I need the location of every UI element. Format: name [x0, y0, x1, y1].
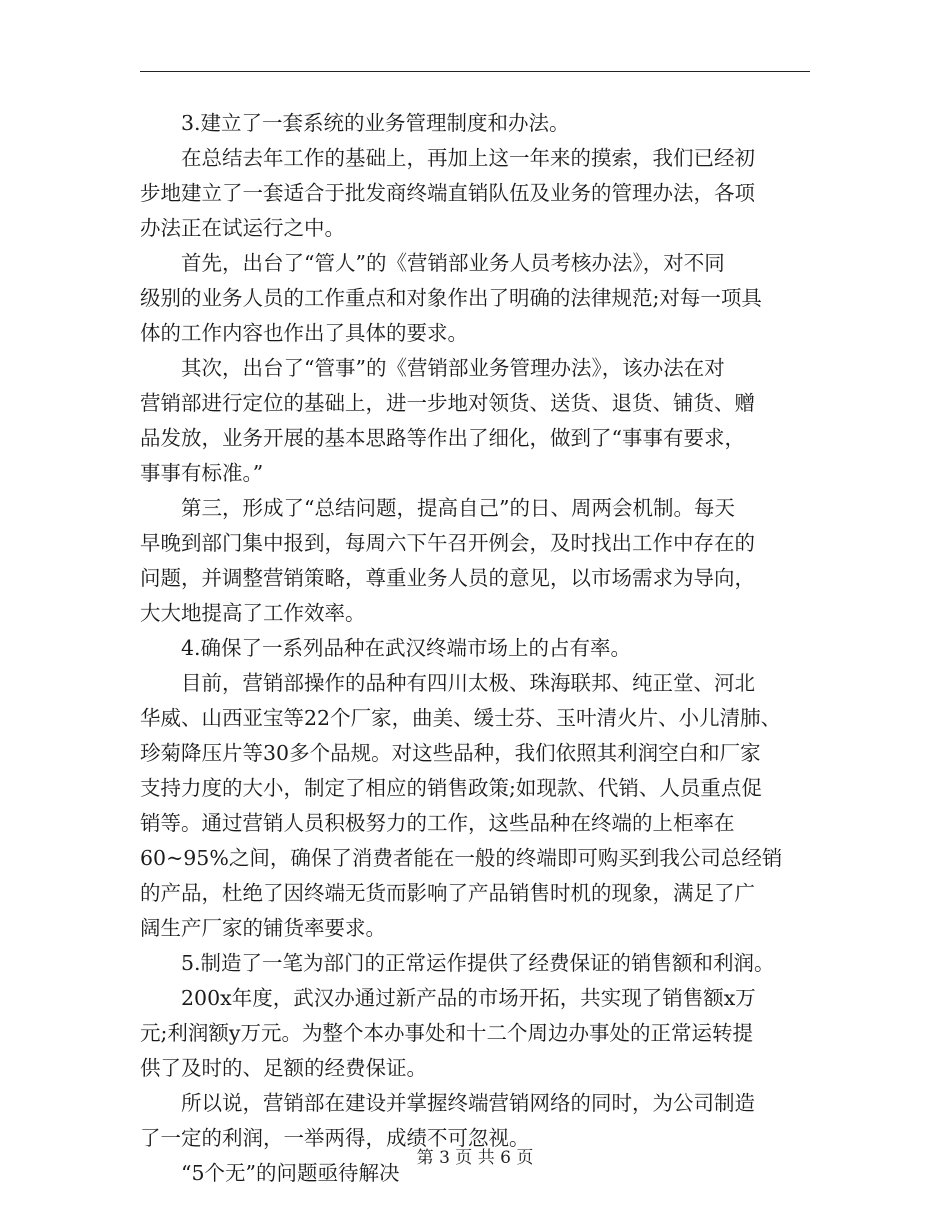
text-line: 阔生产厂家的铺货率要求。	[140, 916, 386, 940]
text-line: 目前，营销部操作的品种有四川太极、珠海联邦、纯正堂、河北	[181, 671, 755, 695]
page-footer	[0, 1146, 950, 1170]
text-line: 首先，出台了“管人”的《营销部业务人员考核办法》，对不同	[181, 251, 725, 275]
text-line: “5个无”的问题亟待解决	[181, 1161, 400, 1185]
text-line: 大大地提高了工作效率。	[140, 601, 366, 625]
text-line: 营销部进行定位的基础上，进一步地对领货、送货、退货、铺货、赠	[140, 391, 755, 415]
page-number-label: 第 3 页 共 6 页	[416, 1148, 534, 1168]
text-line: 4.确保了一系列品种在武汉终端市场上的占有率。	[181, 636, 632, 660]
text-line: 步地建立了一套适合于批发商终端直销队伍及业务的管理办法，各项	[140, 181, 755, 205]
text-line: 所以说，营销部在建设并掌握终端营销网络的同时，为公司制造	[181, 1091, 755, 1115]
text-line: 供了及时的、足额的经费保证。	[140, 1056, 427, 1080]
text-line: 品发放，业务开展的基本思路等作出了细化，做到了“事事有要求，	[140, 426, 745, 450]
text-line: 其次，出台了“管事”的《营销部业务管理办法》，该办法在对	[181, 356, 725, 380]
text-line: 体的工作内容也作出了具体的要求。	[140, 321, 468, 345]
text-line: 200x年度，武汉办通过新产品的市场开拓，共实现了销售额x万	[181, 986, 756, 1010]
document-body	[140, 106, 812, 1191]
text-line: 珍菊降压片等30多个品规。对这些品种，我们依照其利润空白和厂家	[140, 741, 761, 765]
text-line: 早晚到部门集中报到，每周六下午召开例会，及时找出工作中存在的	[140, 531, 755, 555]
header-rule	[140, 71, 810, 72]
text-line: 办法正在试运行之中。	[140, 216, 345, 240]
text-line: 华威、山西亚宝等22个厂家，曲美、缓士芬、玉叶清火片、小儿清肺、	[140, 706, 782, 730]
text-line: 销等。通过营销人员积极努力的工作，这些品种在终端的上柜率在	[140, 811, 735, 835]
text-line: 元;利润额y万元。为整个本办事处和十二个周边办事处的正常运转提	[140, 1021, 753, 1045]
text-line: 第三，形成了“总结问题，提高自己”的日、周两会机制。每天	[181, 496, 735, 520]
text-line: 60~95%之间，确保了消费者能在一般的终端即可购买到我公司总经销	[140, 846, 783, 870]
text-line: 事事有标准。”	[140, 461, 264, 485]
text-line: 3.建立了一套系统的业务管理制度和办法。	[181, 111, 570, 135]
text-line: 支持力度的大小，制定了相应的销售政策;如现款、代销、人员重点促	[140, 776, 762, 800]
text-line: 在总结去年工作的基础上，再加上这一年来的摸索，我们已经初	[181, 146, 755, 170]
text-line: 5.制造了一笔为部门的正常运作提供了经费保证的销售额和利润。	[181, 951, 775, 975]
text-line: 级别的业务人员的工作重点和对象作出了明确的法律规范;对每一项具	[140, 286, 762, 310]
text-line: 问题，并调整营销策略，尊重业务人员的意见，以市场需求为导向，	[140, 566, 755, 590]
text-line: 了一定的利润，一举两得，成绩不可忽视。	[140, 1126, 530, 1150]
text-line: 的产品，杜绝了因终端无货而影响了产品销售时机的现象，满足了广	[140, 881, 755, 905]
